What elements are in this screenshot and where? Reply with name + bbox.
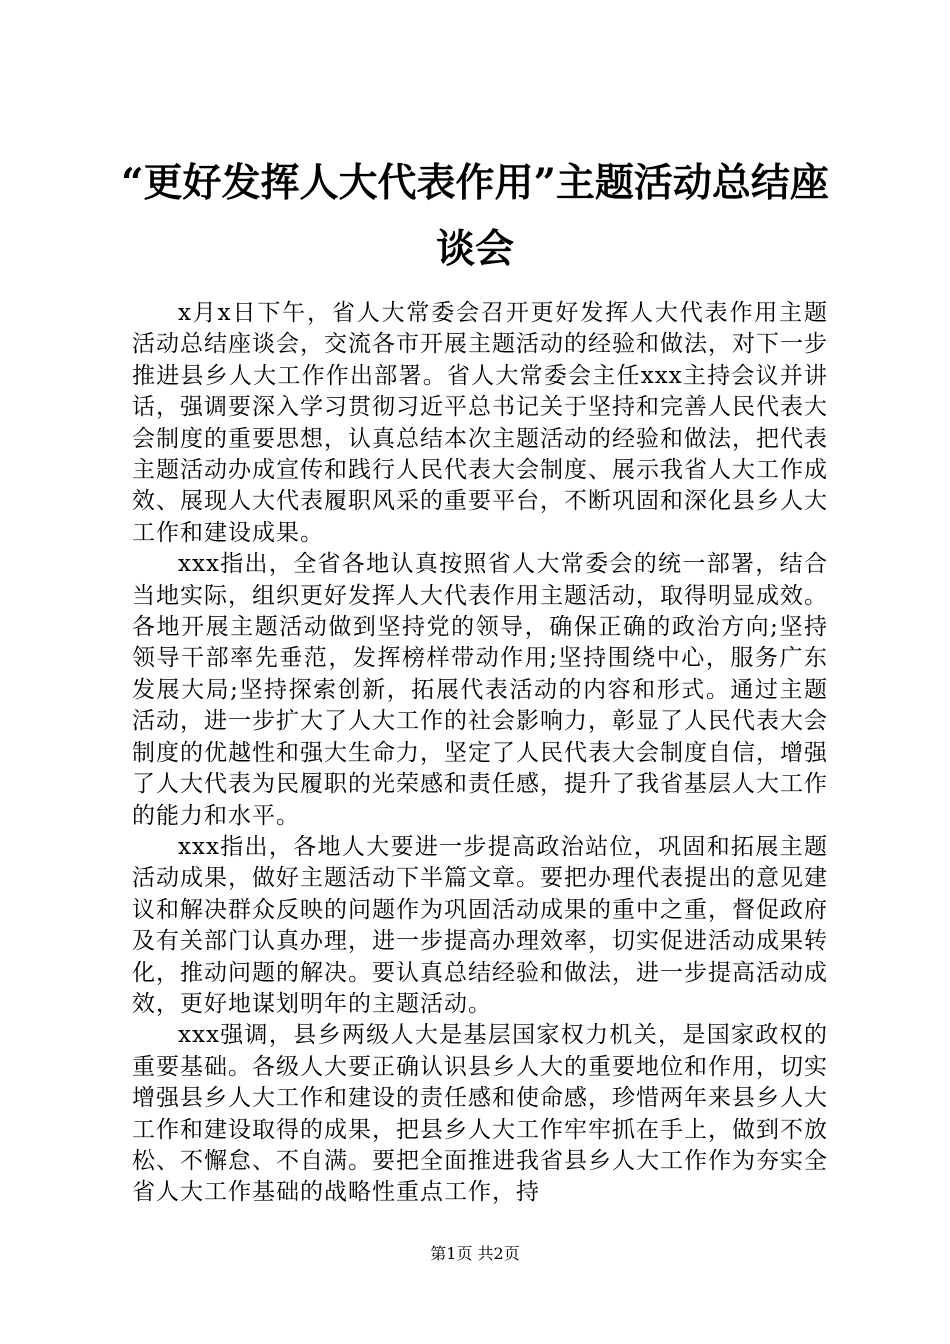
document-title: “更好发挥人大代表作用”主题活动总结座谈会 (121, 160, 829, 272)
paragraph-1: x月x日下午，省人大常委会召开更好发挥人大代表作用主题活动总结座谈会，交流各市开展主题活动的经验和做法，对下一步推进县乡人大工作作出部署。省人大常委会主任xxx主持会议并讲话，强调要深入学习贯彻习近平总书记关于坚持和完善人民代表大会制度的重要思想，认真总结本次主题活动的经验和做法，把代表主题活动办成宣传和践行人民代表大会制度、展示我省人大工作成效、展现人大代表履职风采的重要平台，不断巩固和深化县乡人大工作和建设成果。 (132, 300, 828, 546)
page-number-footer: 第1页 共2页 (430, 1244, 520, 1263)
document-body (132, 298, 828, 1209)
paragraph-3: xxx指出，各地人大要进一步提高政治站位，巩固和拓展主题活动成果，做好主题活动下半篇文章。要把办理代表提出的意见建议和解决群众反映的问题作为巩固活动成果的重中之重，督促政府及有关部门认真办理，进一步提高办理效率，切实促进活动成果转化，推动问题的解决。要认真总结经验和做法，进一步提高活动成效，更好地谋划明年的主题活动。 (132, 833, 828, 1017)
paragraph-2: xxx指出，全省各地认真按照省人大常委会的统一部署，结合当地实际，组织更好发挥人大代表作用主题活动，取得明显成效。各地开展主题活动做到坚持党的领导，确保正确的政治方向;坚持领导干部率先垂范，发挥榜样带动作用;坚持围绕中心，服务广东发展大局;坚持探索创新，拓展代表活动的内容和形式。通过主题活动，进一步扩大了人大工作的社会影响力，彰显了人民代表大会制度的优越性和强大生命力，坚定了人民代表大会制度自信，增强了人大代表为民履职的光荣感和责任感，提升了我省基层人大工作的能力和水平。 (132, 551, 828, 829)
paragraph-4: xxx强调，县乡两级人大是基层国家权力机关，是国家政权的重要基础。各级人大要正确认识县乡人大的重要地位和作用，切实增强县乡人大工作和建设的责任感和使命感，珍惜两年来县乡人大工作和建设取得的成果，把县乡人大工作牢牢抓在手上，做到不放松、不懈怠、不自满。要把全面推进我省县乡人大工作作为夯实全省人大工作基础的战略性重点工作，持 (132, 1022, 828, 1206)
